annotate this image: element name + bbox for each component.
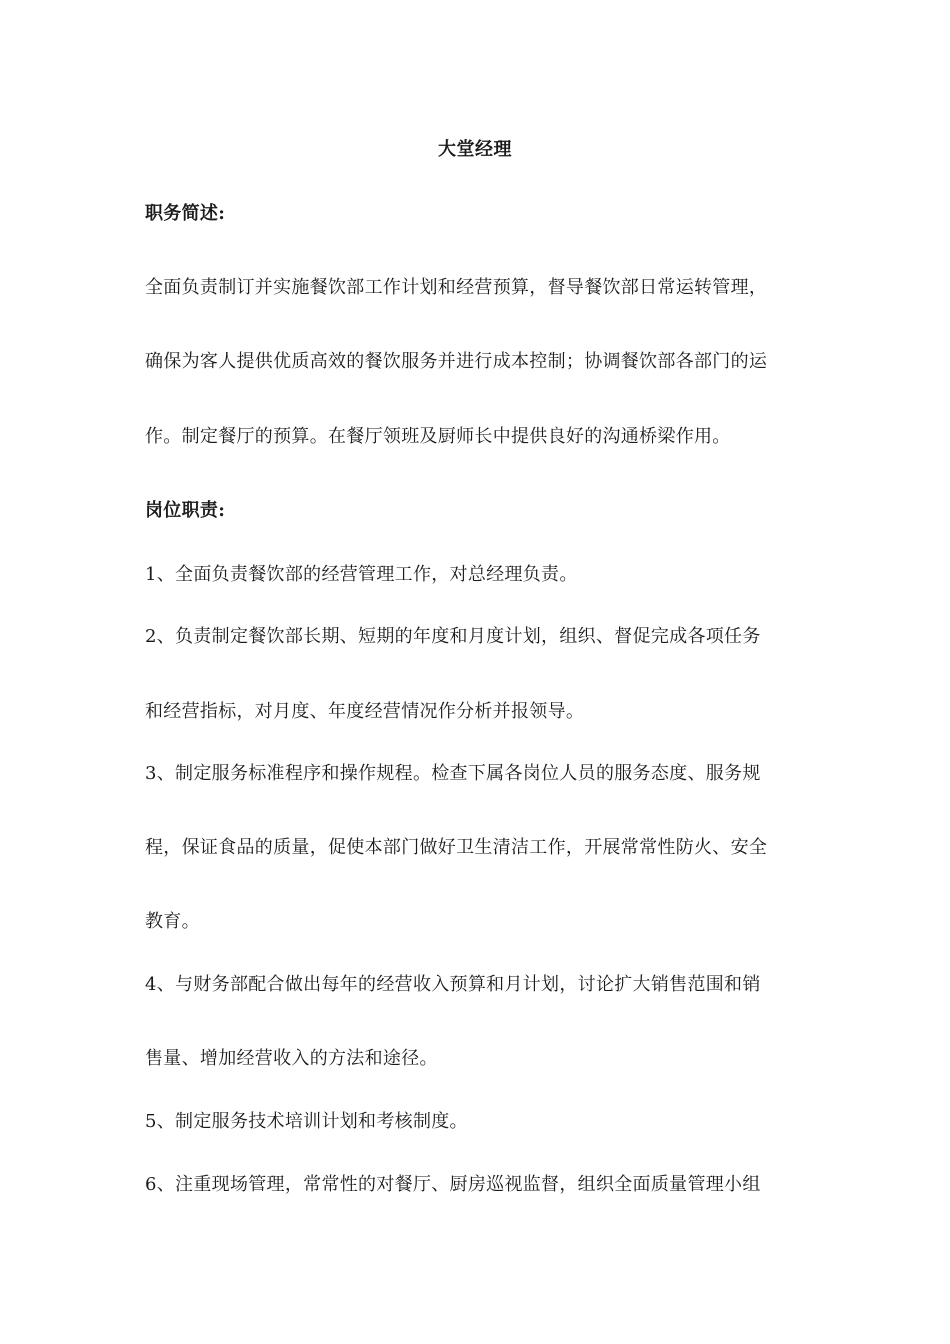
summary-line: 作。制定餐厅的预算。在餐厅领班及厨师长中提供良好的沟通桥梁作用。: [145, 426, 731, 447]
duty-line: 5、制定服务技术培训计划和考核制度。: [145, 1111, 468, 1132]
summary-line: 全面负责制订并实施餐饮部工作计划和经营预算，督导餐饮部日常运转管理，: [145, 277, 768, 298]
duty-line: 2、负责制定餐饮部长期、短期的年度和月度计划，组织、督促完成各项任务: [145, 626, 761, 647]
duties-heading: 岗位职责:: [145, 500, 226, 521]
summary-heading: 职务简述:: [145, 203, 226, 224]
duty-line: 程，保证食品的质量，促使本部门做好卫生清洁工作，开展常常性防火、安全: [145, 837, 768, 858]
duty-line: 售量、增加经营收入的方法和途径。: [145, 1048, 438, 1069]
duty-line: 4、与财务部配合做出每年的经营收入预算和月计划，讨论扩大销售范围和销: [145, 974, 761, 995]
page-title: 大堂经理: [438, 139, 512, 160]
duty-line: 教育。: [145, 911, 200, 932]
duty-line: 6、注重现场管理，常常性的对餐厅、厨房巡视监督，组织全面质量管理小组: [145, 1174, 761, 1195]
duty-line: 和经营指标，对月度、年度经营情况作分析并报领导。: [145, 701, 585, 722]
duty-line: 3、制定服务标准程序和操作规程。检查下属各岗位人员的服务态度、服务规: [145, 763, 761, 784]
summary-line: 确保为客人提供优质高效的餐饮服务并进行成本控制；协调餐饮部各部门的运: [145, 351, 768, 372]
duty-line: 1、全面负责餐饮部的经营管理工作，对总经理负责。: [145, 564, 578, 585]
